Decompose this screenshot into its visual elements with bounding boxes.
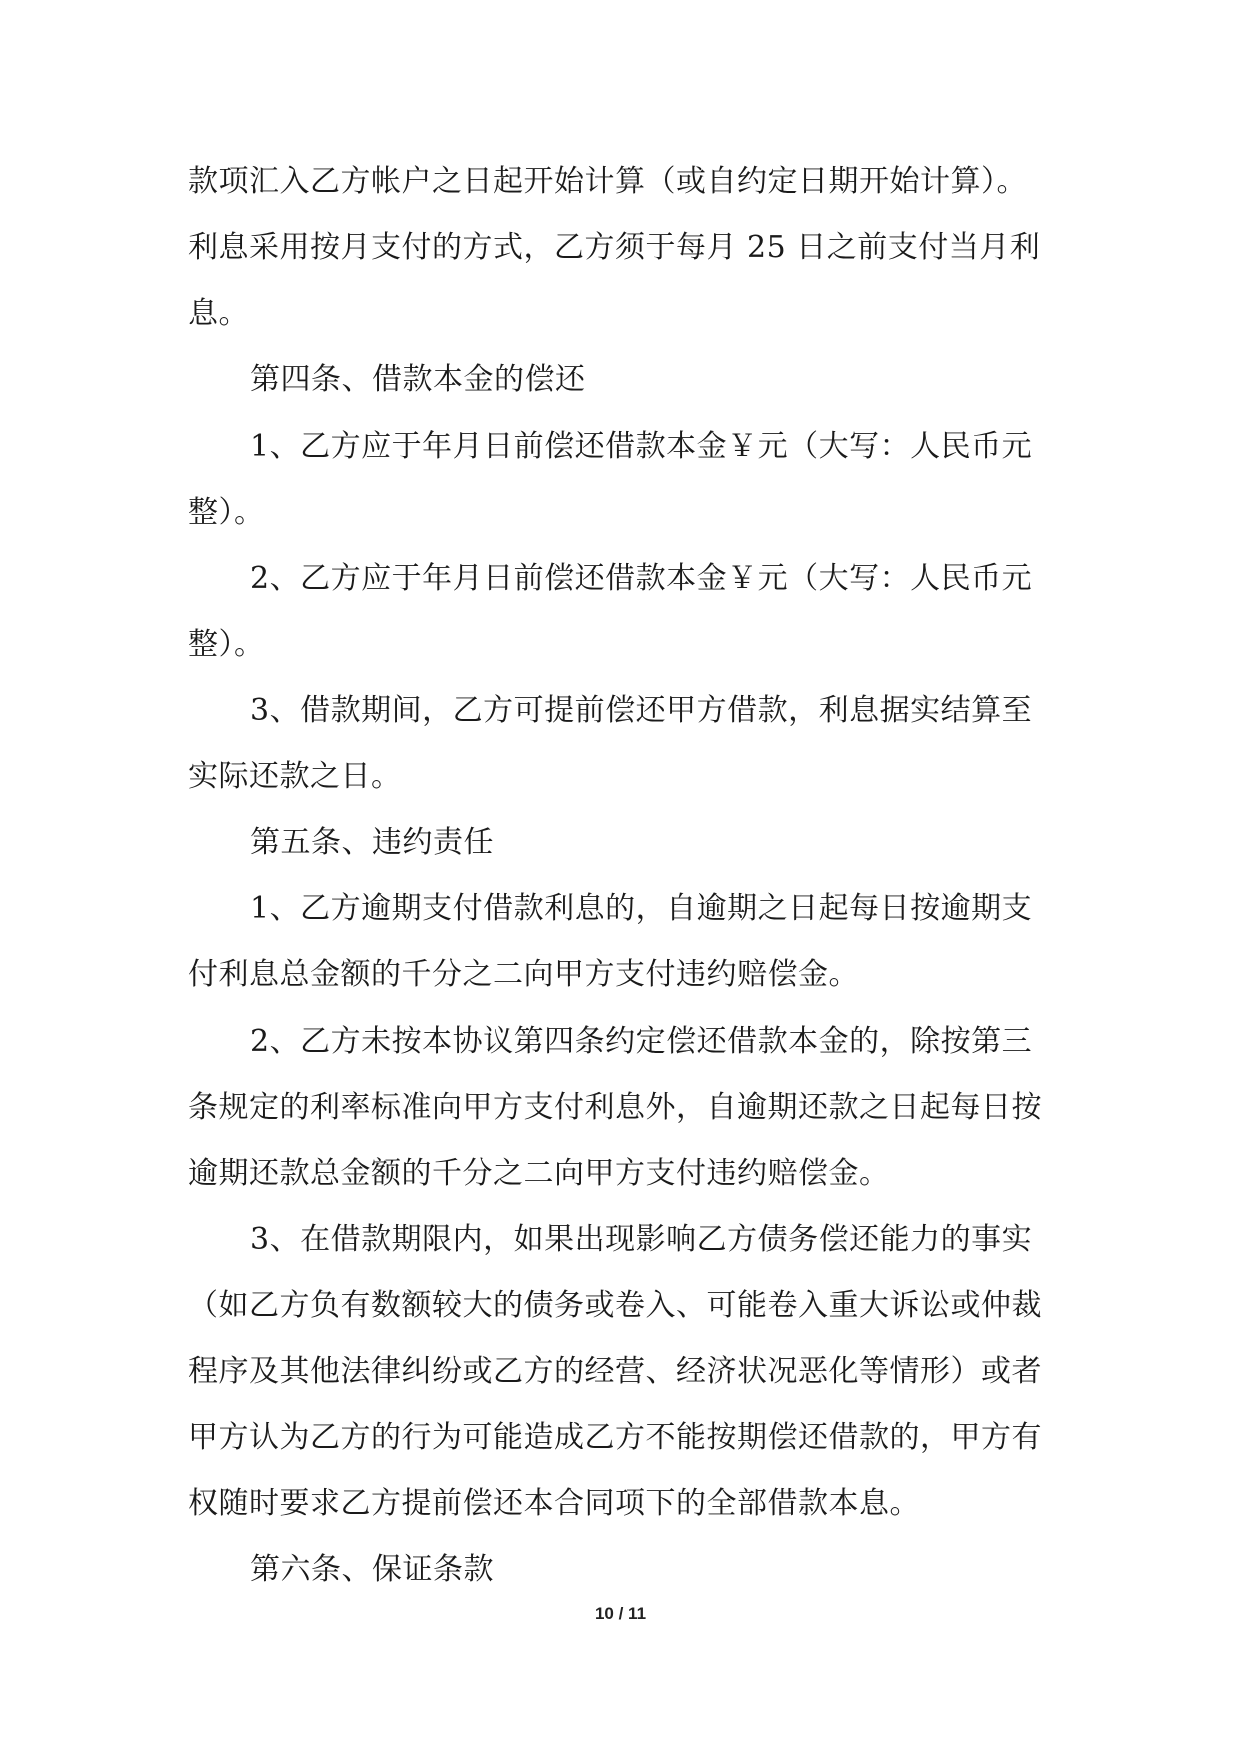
text-line: 2、乙方未按本协议第四条约定偿还借款本金的，除按第三	[250, 1024, 1033, 1059]
text-line: 息。	[188, 296, 249, 331]
text-line: 3、在借款期限内，如果出现影响乙方债务偿还能力的事实	[250, 1222, 1033, 1257]
text-line: 1、乙方应于年月日前偿还借款本金￥元（大写：人民币元	[250, 429, 1033, 464]
text-line: 权随时要求乙方提前偿还本合同项下的全部借款本息。	[188, 1486, 920, 1521]
text-line: （如乙方负有数额较大的债务或卷入、可能卷入重大诉讼或仲裁	[188, 1288, 1042, 1323]
text-line: 2、乙方应于年月日前偿还借款本金￥元（大写：人民币元	[250, 561, 1033, 596]
text-line: 款项汇入乙方帐户之日起开始计算（或自约定日期开始计算）。	[188, 164, 1027, 199]
text-line: 3、借款期间，乙方可提前偿还甲方借款，利息据实结算至	[250, 693, 1033, 728]
text-line: 付利息总金额的千分之二向甲方支付违约赔偿金。	[188, 957, 859, 992]
section-heading: 第六条、保证条款	[250, 1552, 494, 1587]
section-heading: 第四条、借款本金的偿还	[250, 362, 586, 397]
text-line: 逾期还款总金额的千分之二向甲方支付违约赔偿金。	[188, 1156, 890, 1191]
page-number: 10 / 11	[594, 1604, 647, 1623]
text-line: 甲方认为乙方的行为可能造成乙方不能按期偿还借款的，甲方有	[188, 1420, 1042, 1455]
text-line: 实际还款之日。	[188, 759, 402, 794]
text-line: 整）。	[188, 627, 265, 662]
text-line: 利息采用按月支付的方式，乙方须于每月 25 日之前支付当月利	[188, 230, 1041, 265]
section-heading: 第五条、违约责任	[250, 825, 494, 860]
text-line: 程序及其他法律纠纷或乙方的经营、经济状况恶化等情形）或者	[188, 1354, 1042, 1389]
text-line: 1、乙方逾期支付借款利息的，自逾期之日起每日按逾期支	[250, 891, 1033, 926]
text-line: 整）。	[188, 495, 265, 530]
text-line: 条规定的利率标准向甲方支付利息外，自逾期还款之日起每日按	[188, 1090, 1042, 1125]
